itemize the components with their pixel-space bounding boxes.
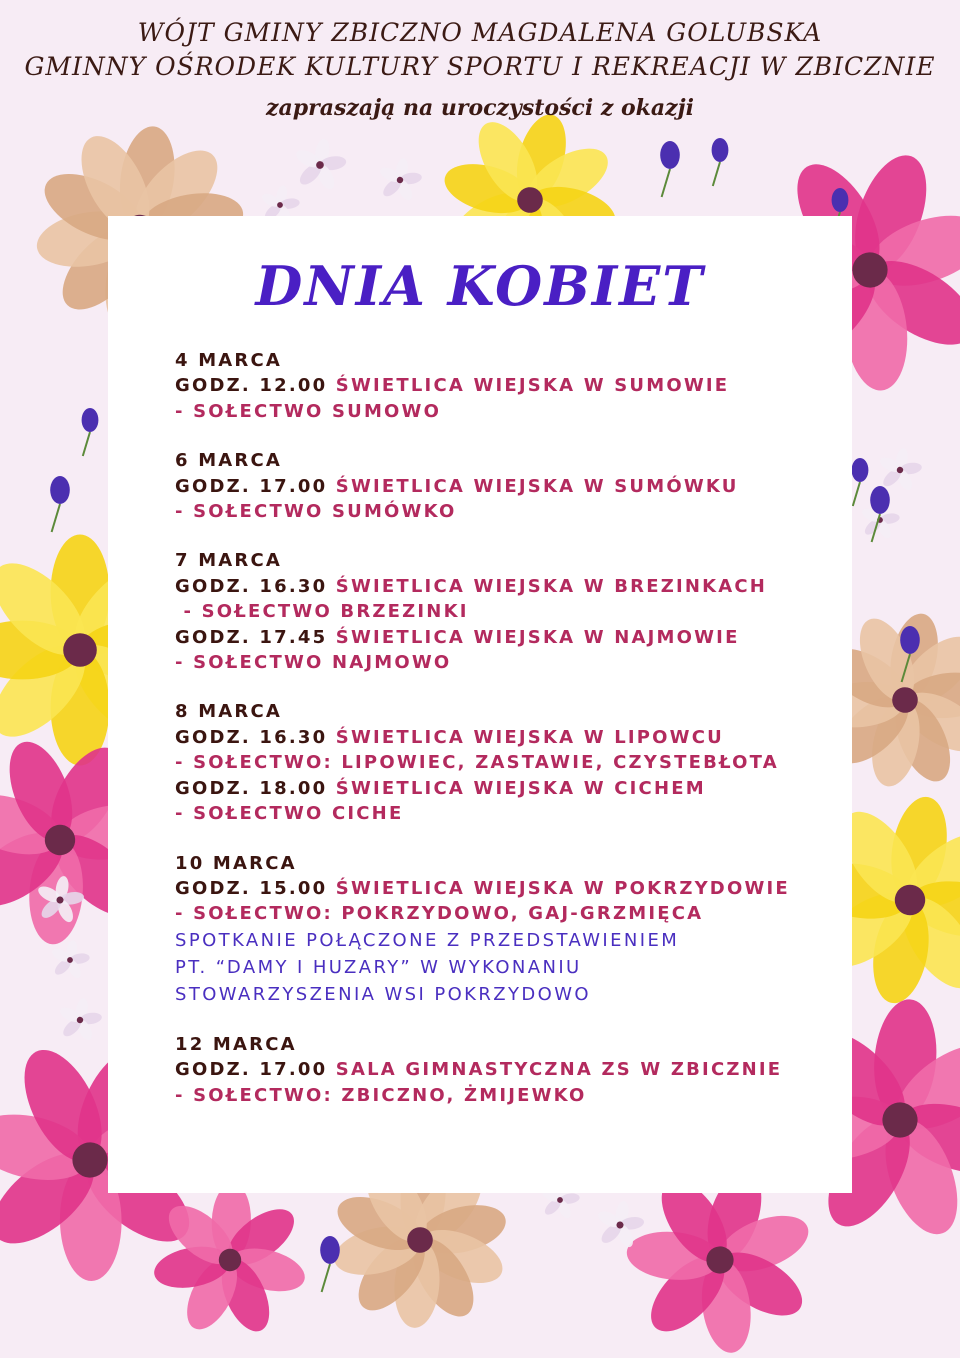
day-date: 12 MARCA bbox=[175, 1033, 297, 1055]
white-blossom-icon bbox=[374, 154, 426, 204]
event-village: - SOŁECTWO: POKRZYDOWO, GAJ-GRZMIĘCA bbox=[175, 903, 704, 925]
event-village: - SOŁECTWO SUMÓWKO bbox=[175, 501, 457, 523]
event-place: ŚWIETLICA WIEJSKA W CICHEM bbox=[335, 777, 706, 799]
event-village: - SOŁECTWO: LIPOWIEC, ZASTAWIE, CZYSTEBŁOTA bbox=[175, 752, 779, 774]
event-time: GODZ. 17.45 bbox=[175, 626, 328, 648]
event-time: GODZ. 17.00 bbox=[175, 475, 328, 497]
event-line bbox=[175, 1057, 835, 1082]
schedule-day bbox=[175, 851, 835, 1008]
page-title: DNIA KOBIET bbox=[255, 254, 705, 318]
event-note: STOWARZYSZENIA WSI POKRZYDOWO bbox=[175, 983, 591, 1005]
white-blossom-icon bbox=[289, 134, 352, 194]
event-line bbox=[175, 474, 835, 499]
event-village: - SOŁECTWO CICHE bbox=[175, 803, 404, 825]
schedule-day bbox=[175, 699, 835, 826]
event-time: GODZ. 15.00 bbox=[175, 877, 328, 899]
header-line-1: WÓJT GMINY ZBICZNO MAGDALENA GOLUBSKA bbox=[137, 18, 823, 47]
schedule-list bbox=[175, 348, 835, 1132]
schedule-day bbox=[175, 348, 835, 424]
purple-bud-icon bbox=[712, 138, 729, 186]
event-line bbox=[175, 876, 835, 901]
schedule-day bbox=[175, 448, 835, 524]
event-time: GODZ. 12.00 bbox=[175, 375, 328, 397]
event-place: SALA GIMNASTYCZNA ZS W ZBICZNIE bbox=[335, 1059, 783, 1081]
purple-bud-icon bbox=[660, 141, 680, 197]
event-time: GODZ. 17.00 bbox=[175, 1059, 328, 1081]
day-date: 4 MARCA bbox=[175, 350, 283, 371]
event-time: GODZ. 16.30 bbox=[175, 726, 328, 748]
event-time: GODZ. 18.00 bbox=[175, 777, 328, 799]
event-line bbox=[175, 373, 835, 398]
event-note: SPOTKANIE POŁĄCZONE Z PRZEDSTAWIENIEM bbox=[175, 929, 680, 951]
purple-bud-icon bbox=[50, 476, 70, 532]
invitation-text: zapraszają na uroczystości z okazji bbox=[266, 95, 694, 121]
day-date: 7 MARCA bbox=[175, 550, 283, 572]
event-village: - SOŁECTWO BRZEZINKI bbox=[175, 601, 469, 623]
event-village: - SOŁECTWO: ZBICZNO, ŻMIJEWKO bbox=[175, 1084, 587, 1106]
event-line bbox=[175, 776, 835, 801]
event-place: ŚWIETLICA WIEJSKA W LIPOWCU bbox=[335, 726, 724, 748]
schedule-card bbox=[108, 216, 852, 1193]
purple-bud-icon bbox=[82, 408, 99, 456]
header-line-2: GMINNY OŚRODEK KULTURY SPORTU I REKREACJI W ZBICZNIE bbox=[24, 52, 936, 81]
event-place: ŚWIETLICA WIEJSKA W POKRZYDOWIE bbox=[335, 877, 790, 899]
day-date: 6 MARCA bbox=[175, 450, 283, 472]
event-place: ŚWIETLICA WIEJSKA W BREZINKACH bbox=[335, 575, 768, 597]
event-note: PT. “DAMY I HUZARY” W WYKONANIU bbox=[175, 956, 582, 978]
event-place: ŚWIETLICA WIEJSKA W NAJMOWIE bbox=[335, 626, 740, 648]
white-blossom-icon bbox=[54, 994, 106, 1044]
event-line bbox=[175, 625, 835, 650]
event-village: - SOŁECTWO SUMOWO bbox=[175, 400, 442, 422]
purple-bud-icon bbox=[852, 458, 869, 506]
event-line bbox=[175, 725, 835, 750]
day-date: 10 MARCA bbox=[175, 852, 297, 874]
event-time: GODZ. 16.30 bbox=[175, 575, 328, 597]
event-place: ŚWIETLICA WIEJSKA W SUMOWIE bbox=[335, 375, 730, 397]
event-place: ŚWIETLICA WIEJSKA W SUMÓWKU bbox=[335, 475, 739, 497]
day-date: 8 MARCA bbox=[175, 701, 283, 723]
event-line bbox=[175, 574, 835, 599]
header bbox=[0, 16, 960, 123]
schedule-day bbox=[175, 1032, 835, 1108]
event-village: - SOŁECTWO NAJMOWO bbox=[175, 652, 452, 674]
schedule-day bbox=[175, 548, 835, 675]
